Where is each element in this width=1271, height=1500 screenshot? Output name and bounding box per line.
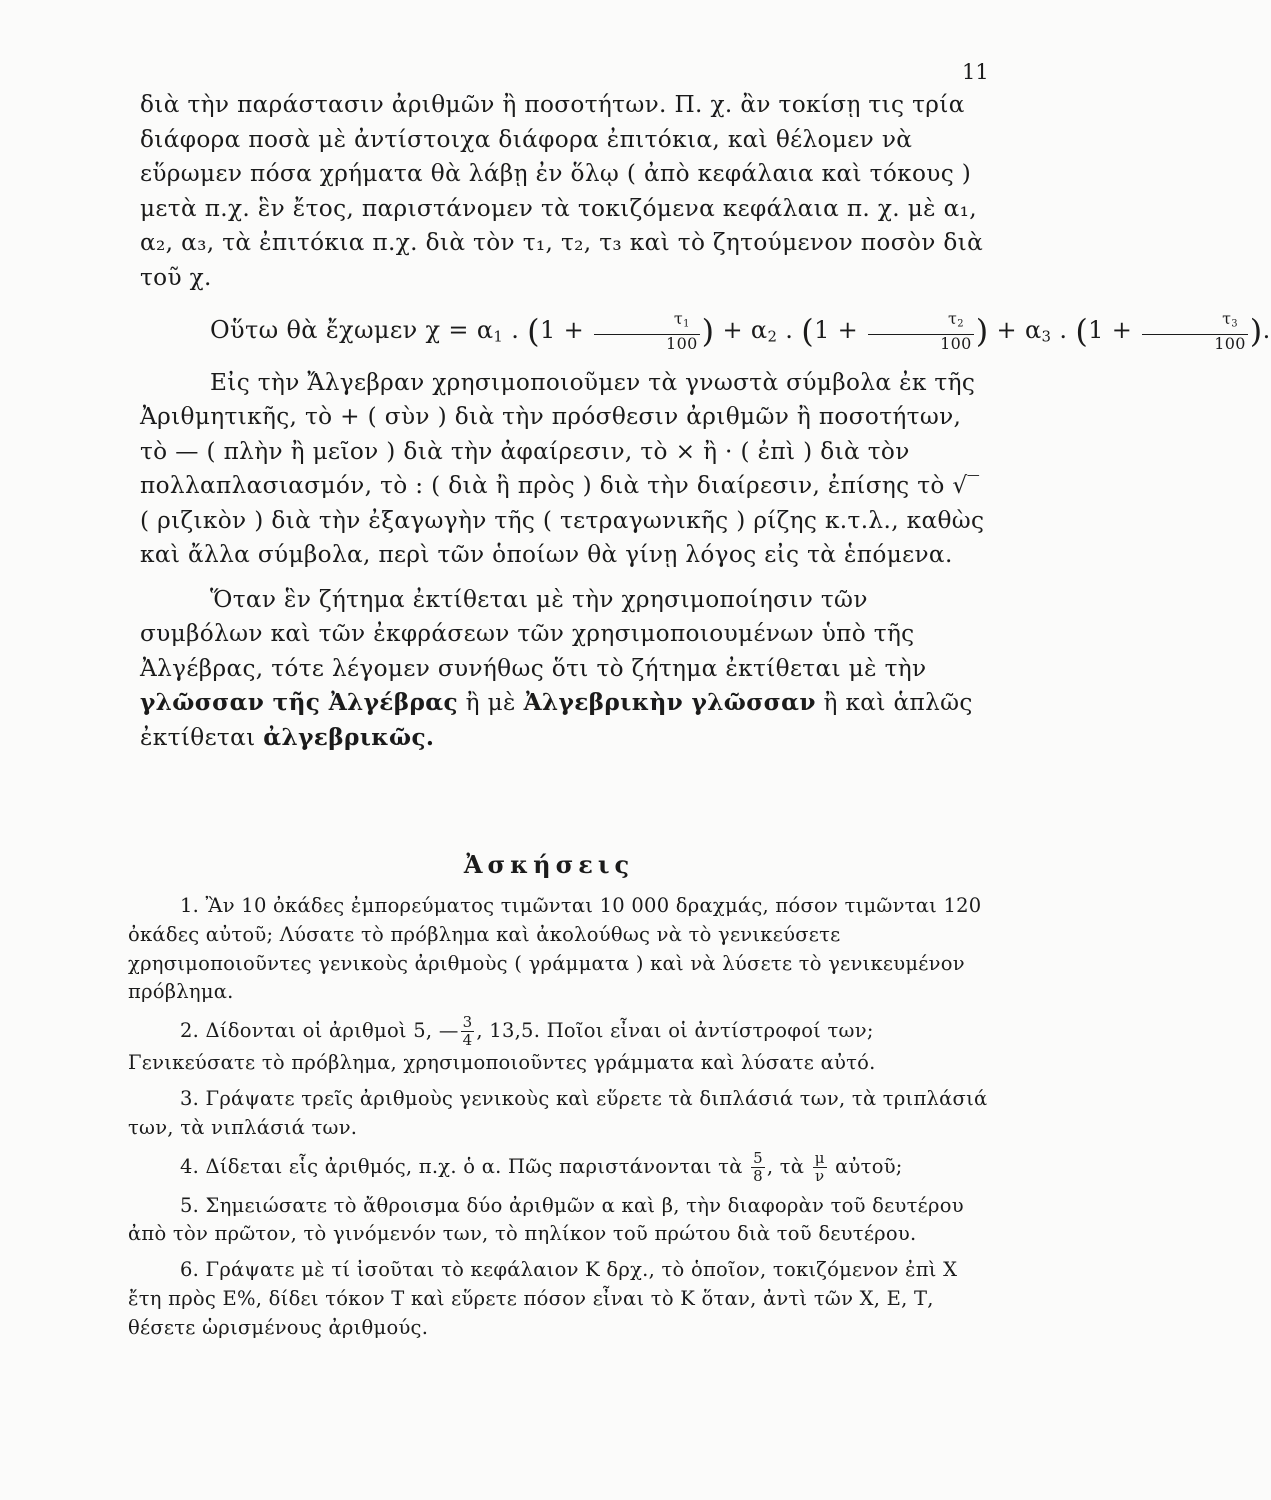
frac-den: 100	[940, 333, 972, 353]
frac-num: 3	[462, 1013, 473, 1032]
frac-num: μ	[814, 1148, 825, 1167]
p3-text3: ἢ καὶ ἁπλῶς ἐκτίθεται	[140, 689, 973, 751]
term-algebriki-glossa: Ἀλγεβρικὴν γλῶσσαν	[523, 689, 816, 717]
subscript: 3	[1041, 327, 1052, 346]
ex2-text-b: , 13,5. Ποῖοι εἶναι οἱ ἀντίστροφοί των; Γενικεύσατε τὸ πρόβλημα, χρησιμοποιοῦντες γράμματα καὶ λύσατε αὐτό.	[128, 1019, 876, 1075]
formula-lead: Οὕτω θὰ ἔχωμεν χ = α	[210, 316, 494, 344]
exercise-4	[128, 1150, 988, 1185]
subscript: 2	[957, 318, 964, 330]
ex4-text-mid: , τὰ	[766, 1154, 805, 1178]
paren: (	[1075, 312, 1089, 350]
fraction-5-8	[751, 1150, 765, 1185]
formula-one: 1	[1088, 316, 1104, 344]
formula-alpha: α	[1024, 316, 1042, 344]
subscript: 1	[683, 318, 690, 330]
frac-tau: τ	[673, 309, 684, 329]
p3-text1: Ὅταν ἓν ζήτημα ἐκτίθεται μὲ τὴν χρησιμοποίησιν τῶν συμβόλων καὶ τῶν ἐκφράσεων τῶν χρησιμοποιουμένων ὑπὸ τῆς Ἀλγέβρας, τότε λέγομεν συνήθως ὅτι τὸ ζήτημα ἐκτίθεται μὲ τὴν	[140, 585, 927, 682]
paren: )	[701, 312, 715, 350]
term-glossa-algebras: γλῶσσαν τῆς Ἀλγέβρας	[140, 689, 458, 717]
exercise-3: 3. Γράψατε τρεῖς ἀριθμοὺς γενικοὺς καὶ εὕρετε τὰ διπλάσιά των, τὰ τριπλάσιά των, τὰ νιπλάσιά των.	[128, 1086, 988, 1139]
main-text	[140, 88, 1271, 755]
subscript: 2	[767, 327, 778, 346]
exercises-heading: Ἀσκήσεις	[463, 850, 635, 879]
ex4-text-b: αὐτοῦ;	[835, 1154, 903, 1178]
paren: (	[801, 312, 815, 350]
subscript: 3	[1231, 318, 1238, 330]
fraction-mu-nu	[813, 1150, 827, 1185]
paren: )	[975, 312, 989, 350]
frac-tau: τ	[947, 309, 958, 329]
term-algebrikos: ἀλγεβρικῶς.	[263, 723, 435, 751]
ex2-text-a: 2. Δίδονται οἱ ἀριθμοὶ 5, —	[180, 1019, 459, 1043]
paragraph-intro: διὰ τὴν παράστασιν ἀριθμῶν ἢ ποσοτήτων. Π. χ. ἂν τοκίσῃ τις τρία διάφορα ποσὰ μὲ ἀντίστοιχα διάφορα ἐπιτόκια, καὶ θέλομεν νὰ εὕρωμεν πόσα χρήματα θὰ λάβῃ ἐν ὅλῳ ( ἀπὸ κεφάλαια καὶ τόκους ) μετὰ π.χ. ἓν ἔτος, παριστάνομεν τὰ τοκιζόμενα κεφάλαια π. χ. μὲ α₁, α₂, α₃, τὰ ἐπιτόκια π.χ. διὰ τὸν τ₁, τ₂, τ₃ καὶ τὸ ζητούμενον ποσὸν διὰ τοῦ χ.	[140, 91, 984, 291]
frac-den: 4	[462, 1031, 473, 1050]
exercises-list	[128, 892, 988, 1350]
fraction-tau3	[1142, 310, 1248, 352]
formula: Οὕτω θὰ ἔχωμεν $\chi = \alpha_1$ . (1 + $\frac{\tau_1}{100}$ ) + $\alpha_2$ . (1 + $\frac{\tau_2}{100}$ ) + $\alpha_3$ . (1 + $\frac{\tau_3}{100}$ ).	[210, 309, 1271, 353]
paren: (	[527, 312, 540, 350]
frac-den: 100	[1214, 333, 1246, 353]
formula-alpha: α	[750, 316, 768, 344]
p3-text2: ἢ μὲ	[465, 689, 516, 717]
frac-den: 8	[753, 1166, 763, 1185]
ex4-text-a: 4. Δίδεται εἷς ἀριθμός, π.χ. ὁ α. Πῶς παριστάνονται τὰ	[180, 1154, 743, 1178]
exercise-6: 6. Γράψατε μὲ τί ἰσοῦται τὸ κεφάλαιον Κ δρχ., τὸ ὁποῖον, τοκιζόμενον ἐπὶ Χ ἔτη πρὸς Ε%, δίδει τόκον Τ καὶ εὕρετε πόσον εἶναι τὸ Κ ὅταν, ἀντὶ τῶν Χ, Ε, Τ, θέσετε ὡρισμένους ἀριθμούς.	[128, 1258, 958, 1339]
fraction-3-4	[461, 1014, 475, 1049]
formula-one: 1	[814, 316, 830, 344]
subscript: 1	[493, 327, 504, 346]
fraction-tau1	[594, 310, 700, 352]
frac-tau: τ	[1222, 309, 1232, 329]
frac-den: 100	[666, 333, 698, 353]
paragraph-algebra-language	[140, 583, 992, 756]
exercise-2	[128, 1014, 988, 1078]
exercise-5: 5. Σημειώσατε τὸ ἄθροισμα δύο ἀριθμῶν α καὶ β, τὴν διαφορὰν τοῦ δευτέρου ἀπὸ τὸν πρῶτον, τὸ γινόμενόν των, τὸ πηλίκον τοῦ πρώτου διὰ τοῦ δευτέρου.	[128, 1193, 964, 1246]
frac-num: 5	[753, 1148, 763, 1167]
fraction-tau2	[868, 310, 974, 352]
exercise-1: 1. Ἂν 10 ὀκάδες ἐμπορεύματος τιμῶνται 10 000 δραχμάς, πόσον τιμῶνται 120 ὀκάδες αὐτοῦ; Λύσατε τὸ πρόβλημα καὶ ἀκολούθως νὰ τὸ γενικεύσετε χρησιμοποιοῦντες γενικοὺς ἀριθμοὺς ( γράμματα ) καὶ νὰ λύσετε τὸ γενικευμένον πρόβλημα.	[128, 894, 982, 1004]
paragraph-symbols: Εἰς τὴν Ἄλγεβραν χρησιμοποιοῦμεν τὰ γνωστὰ σύμβολα ἐκ τῆς Ἀριθμητικῆς, τὸ + ( σὺν ) διὰ τὴν πρόσθεσιν ἀριθμῶν ἢ ποσοτήτων, τὸ — ( πλὴν ἢ μεῖον ) διὰ τὴν ἀφαίρεσιν, τὸ × ἢ · ( ἐπὶ ) διὰ τὸν πολλαπλασιασμόν, τὸ : ( διὰ ἢ πρὸς ) διὰ τὴν διαίρεσιν, ἐπίσης τὸ √‾ ( ριζικὸν ) διὰ τὴν ἐξαγωγὴν τῆς ( τετραγωνικῆς ) ρίζης κ.τ.λ., καθὼς καὶ ἄλλα σύμβολα, περὶ τῶν ὁποίων θὰ γίνῃ λόγος εἰς τὰ ἑπόμενα.	[140, 368, 985, 569]
page-number: 11	[962, 60, 989, 84]
paren: )	[1249, 312, 1263, 350]
formula-one: 1	[540, 316, 556, 344]
frac-den: ν	[815, 1166, 825, 1185]
